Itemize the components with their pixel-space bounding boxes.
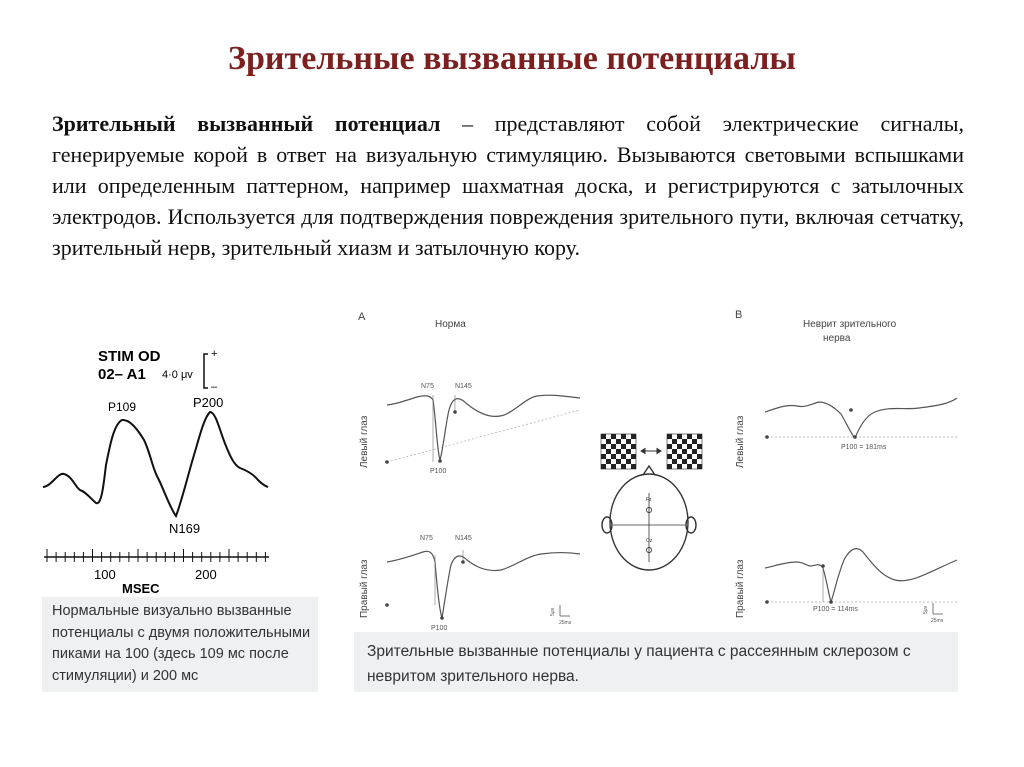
checker-square [626, 459, 631, 464]
scale-value: 4·0 μv [162, 369, 193, 381]
right-eye-label-b: Правый глаз [735, 559, 746, 618]
panel-a-letter: A [358, 311, 366, 323]
panel-b-title-1: Неврит зрительного [803, 319, 897, 330]
checker-square [697, 454, 702, 459]
checker-square [687, 444, 692, 449]
checker-square [687, 464, 692, 469]
checker-square [611, 464, 616, 469]
stim-label-line2: 02– A1 [98, 366, 146, 383]
checker-square [677, 444, 682, 449]
checkerboard-left [601, 434, 636, 469]
checker-square [616, 439, 621, 444]
checker-square [621, 444, 626, 449]
electrode-fz-label: Fz [646, 497, 652, 503]
head-electrode-diagram [602, 466, 696, 570]
tick-100: 100 [94, 567, 116, 582]
checkerboard-right [667, 434, 702, 469]
definition-term: Зрительный вызванный потенциал [52, 111, 441, 136]
scale-v-b: 5μv [923, 605, 929, 614]
slide-title: Зрительные вызванные потенциалы [228, 40, 796, 77]
checker-square [631, 464, 636, 469]
checker-square [626, 439, 631, 444]
peak-p200-label: P200 [193, 395, 224, 410]
optic-neuritis-figure [345, 300, 965, 635]
definition-paragraph [52, 108, 964, 263]
checker-square [672, 439, 677, 444]
p100-label-a-right: P100 [431, 625, 448, 632]
trace-a-left-eye [387, 395, 580, 460]
checker-square [616, 459, 621, 464]
checker-square [682, 459, 687, 464]
checker-square [631, 454, 636, 459]
checker-square [611, 434, 616, 439]
checker-square [606, 439, 611, 444]
checker-square [682, 439, 687, 444]
baseline-a-left [387, 410, 580, 462]
checker-square [611, 454, 616, 459]
trace-b-right-eye [765, 549, 957, 602]
checker-square [606, 459, 611, 464]
alternation-arrow [641, 449, 661, 454]
normal-vep-figure [40, 340, 280, 595]
right-eye-label-a: Правый глаз [359, 559, 370, 618]
p100-label-b-left: P100 = 181ms [841, 444, 887, 451]
electrode-oz-label: Oz [646, 538, 653, 544]
left-eye-label-b: Левый глаз [735, 415, 746, 468]
scale-bracket [204, 354, 208, 388]
checker-square [621, 464, 626, 469]
checker-square [672, 449, 677, 454]
panel-a-title: Норма [435, 319, 466, 330]
scale-plus: + [211, 348, 218, 360]
trace-b-left-eye [765, 398, 957, 438]
checker-square [667, 444, 672, 449]
checker-square [601, 464, 606, 469]
definition-text: – представляют собой электрические сигналы, генерируемые корой в ответ на визуальную стимуляцию. Вызываются световыми вспышками или определенным паттерном, например шахматная доска, и регистрируются с затылочных электродов. Используется для подтверждения повреждения зрительного пути, включая сетчатку, зрительный нерв, зрительный хиазм и затылочную кору. [52, 111, 964, 260]
checker-square [606, 449, 611, 454]
checker-square [631, 444, 636, 449]
scale-t-a: 25ms [559, 620, 572, 626]
left-eye-label-a: Левый глаз [359, 415, 370, 468]
p100-label-b-right: P100 = 114ms [813, 606, 858, 613]
checker-square [687, 434, 692, 439]
checker-square [677, 464, 682, 469]
stim-label-line1: STIM OD [98, 348, 161, 365]
normal-vep-caption: Нормальные визуально вызванные потенциалы с двумя положительными пиками на 100 (здесь 109 мс после стимуляции) и 200 мс [42, 597, 318, 692]
checker-square [611, 444, 616, 449]
checker-square [692, 439, 697, 444]
scale-minus: – [211, 381, 218, 393]
checker-square [601, 454, 606, 459]
p100-label-a-left: P100 [430, 468, 447, 475]
checker-square [621, 454, 626, 459]
checker-square [672, 459, 677, 464]
n145-label-a-right: N145 [455, 535, 472, 542]
checker-square [667, 464, 672, 469]
normal-vep-trace [43, 412, 268, 516]
n75-label-a-right: N75 [420, 535, 433, 542]
checker-square [692, 449, 697, 454]
checker-square [697, 434, 702, 439]
time-axis-label: MSEC [122, 581, 160, 595]
checker-square [697, 444, 702, 449]
checker-square [697, 464, 702, 469]
panel-b-letter: B [735, 309, 743, 321]
checker-square [631, 434, 636, 439]
time-axis-ticks [47, 549, 265, 562]
checker-square [601, 434, 606, 439]
checker-square [616, 449, 621, 454]
checker-square [626, 449, 631, 454]
peak-p109-label: P109 [108, 400, 137, 414]
scale-bar-b [933, 603, 943, 614]
optic-neuritis-caption: Зрительные вызванные потенциалы у пациента с рассеянным склерозом с невритом зрительного нерва. [354, 632, 958, 692]
checker-square [621, 434, 626, 439]
panel-b-title-2: нерва [823, 333, 851, 344]
checker-square [687, 454, 692, 459]
n75-label-a-left: N75 [421, 383, 434, 390]
checker-square [667, 454, 672, 459]
checker-square [667, 434, 672, 439]
n145-label-a-left: N145 [455, 383, 472, 390]
checker-square [677, 454, 682, 459]
checker-square [682, 449, 687, 454]
checker-square [601, 444, 606, 449]
checker-square [677, 434, 682, 439]
checker-square [692, 459, 697, 464]
tick-200: 200 [195, 567, 217, 582]
scale-v-a: 5μv [550, 607, 556, 616]
scale-bar-a [560, 605, 570, 616]
scale-t-b: 25ms [931, 618, 944, 624]
trough-n169-label: N169 [169, 521, 201, 536]
